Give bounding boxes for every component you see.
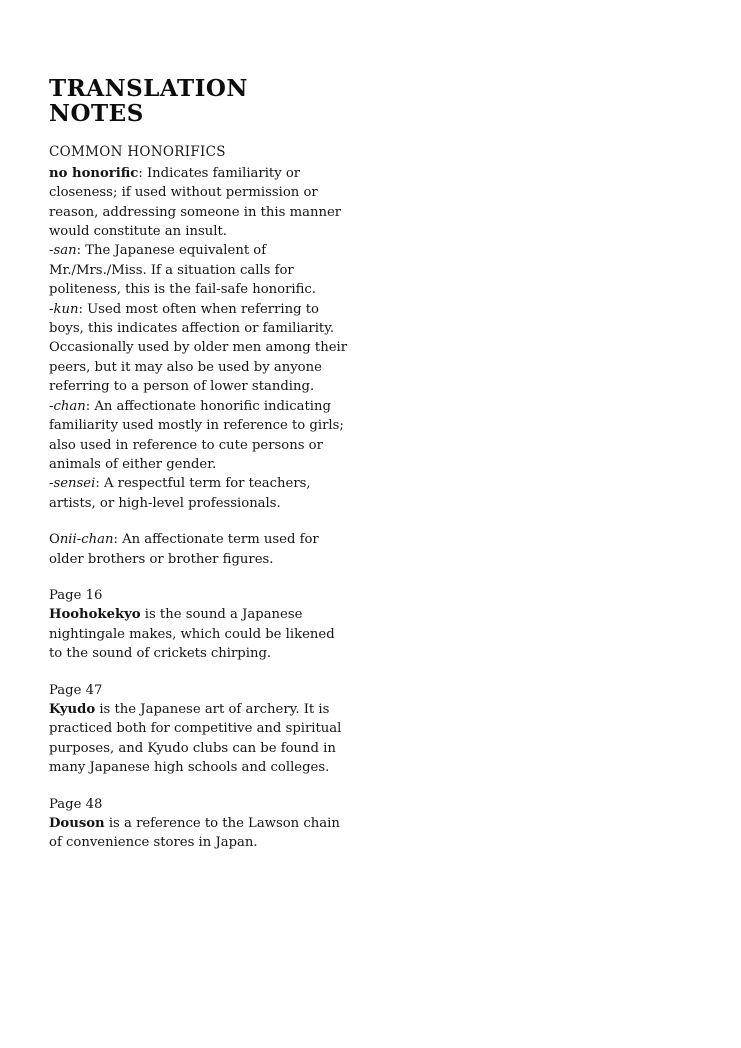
honorifics-list	[49, 164, 349, 513]
note-definition: is a reference to the Lawson chain of convenience stores in Japan.	[49, 816, 340, 851]
honorific-definition: : The Japanese equivalent of Mr./Mrs./Miss. If a situation calls for politeness, this is the fail-safe honorific.	[49, 243, 316, 298]
note-text	[49, 605, 349, 663]
honorific-entry-onii-chan	[49, 530, 349, 569]
honorific-term: -kun	[49, 301, 79, 317]
page-content	[49, 76, 349, 853]
note-entry	[49, 681, 349, 778]
spacer	[49, 513, 349, 530]
section-heading-common-honorifics: COMMON HONORIFICS	[49, 143, 226, 160]
spacer	[49, 664, 349, 681]
honorific-entry	[49, 241, 349, 299]
note-text	[49, 700, 349, 778]
note-term: Hoohokekyo	[49, 607, 141, 623]
honorific-definition: : An affectionate honorific indicating familiarity used mostly in reference to girls; also used in reference to cute persons or animals of either gender.	[49, 398, 344, 472]
honorific-entry	[49, 164, 349, 242]
note-page-label: Page 47	[49, 682, 103, 698]
honorific-entry	[49, 474, 349, 513]
honorific-definition: : An affectionate term used for older brothers or brother figures.	[49, 532, 319, 567]
honorific-definition: : Used most often when referring to boys, this indicates affection or familiarity. Occasionally used by older men among their peers, but it may also be used by anyone referring to a person of lower standing.	[49, 301, 348, 395]
note-term: Kyudo	[49, 701, 96, 717]
honorific-definition: : A respectful term for teachers, artists, or high-level professionals.	[49, 476, 311, 511]
page-title: TRANSLATION NOTES	[49, 75, 248, 128]
honorific-definition: : Indicates familiarity or closeness; if used without permission or reason, addressing someone in this manner would constitute an insult.	[49, 165, 342, 240]
honorific-term: -chan	[49, 398, 86, 414]
honorific-term: -sensei	[49, 476, 96, 492]
spacer	[49, 569, 349, 586]
note-definition: is the Japanese art of archery. It is practiced both for competitive and spiritual purposes, and Kyudo clubs can be found in many Japanese high schools and colleges.	[49, 701, 342, 776]
honorific-term-prefix: O	[49, 532, 60, 548]
note-entry	[49, 586, 349, 664]
honorific-entry	[49, 397, 349, 475]
note-page-label: Page 48	[49, 796, 103, 812]
note-definition: is the sound a Japanese nightingale makes, which could be likened to the sound of crickets chirping.	[49, 607, 335, 662]
honorific-term: nii-chan	[59, 532, 114, 548]
note-text	[49, 814, 349, 853]
note-page-label: Page 16	[49, 587, 103, 603]
honorific-term: -san	[49, 243, 77, 259]
spacer	[49, 778, 349, 795]
note-entry	[49, 795, 349, 853]
honorific-term: no honorific	[49, 165, 139, 181]
note-term: Douson	[49, 816, 105, 831]
honorific-entry	[49, 300, 349, 397]
